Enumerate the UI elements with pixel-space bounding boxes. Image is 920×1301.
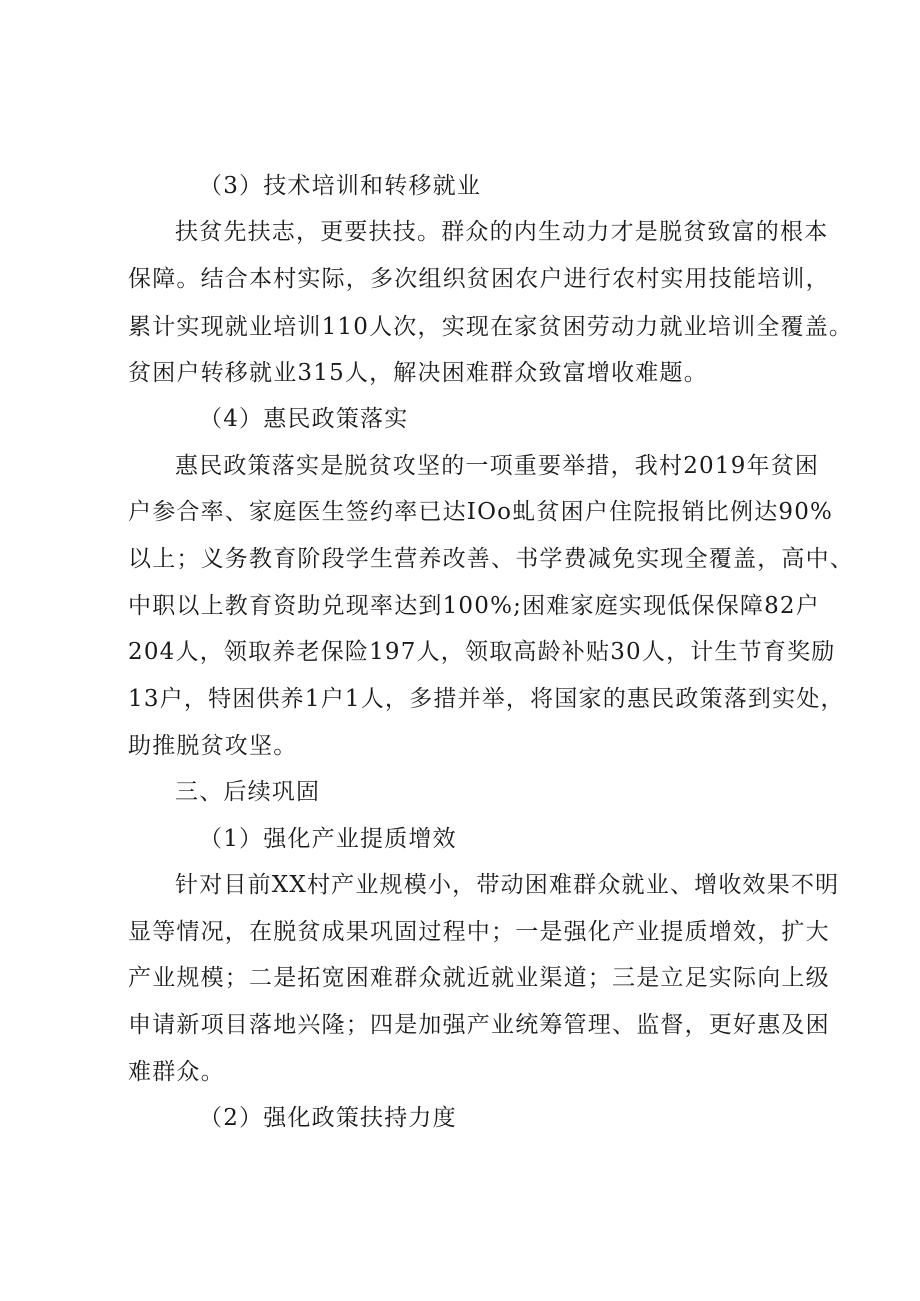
paragraph-line: 助推脱贫攻坚。 <box>128 733 298 759</box>
paragraph-line: 以上；义务教育阶段学生营养改善、书学费减免实现全覆盖，高中、 <box>128 546 854 572</box>
paragraph-line: 难群众。 <box>128 1059 225 1085</box>
paragraph-line: 累计实现就业培训110人次，实现在家贫困劳动力就业培训全覆盖。 <box>128 314 854 340</box>
subheading-industry-quality: （1）强化产业提质增效 <box>199 826 457 852</box>
paragraph-line: 204人，领取养老保险197人，领取高龄补贴30人，计生节育奖励 <box>128 639 836 665</box>
subheading-technical-training: （3）技术培训和转移就业 <box>199 173 482 199</box>
paragraph-line: 产业规模；二是拓宽困难群众就近就业渠道；三是立足实际向上级 <box>128 965 830 991</box>
paragraph-line: 针对目前XX村产业规模小，带动困难群众就业、增收效果不明 <box>175 872 840 898</box>
paragraph-line: 申请新项目落地兴隆；四是加强产业统筹管理、监督，更好惠及困 <box>128 1012 830 1038</box>
paragraph-line: 保障。结合本村实际，多次组织贫困农户进行农村实用技能培训， <box>128 266 830 292</box>
paragraph-line: 扶贫先扶志，更要扶技。群众的内生动力才是脱贫致富的根本 <box>175 219 829 245</box>
paragraph-line: 显等情况，在脱贫成果巩固过程中；一是强化产业提质增效，扩大 <box>128 919 830 945</box>
subheading-policy-implementation: （4）惠民政策落实 <box>199 406 409 432</box>
paragraph-line: 户参合率、家庭医生签约率已达IOo虬贫困户住院报销比例达90% <box>128 499 834 525</box>
subheading-policy-support: （2）强化政策扶持力度 <box>199 1105 457 1131</box>
paragraph-line: 中职以上教育资助兑现率达到100%;困难家庭实现低保保障82户 <box>128 593 820 619</box>
paragraph-line: 贫困户转移就业315人，解决困难群众致富增收难题。 <box>128 360 708 386</box>
paragraph-line: 惠民政策落实是脱贫攻坚的一项重要举措，我村2019年贫困 <box>175 453 820 479</box>
paragraph-line: 13户，特困供养1户1人，多措并举，将国家的惠民政策落到实处， <box>128 686 845 712</box>
section-heading-follow-up: 三、后续巩固 <box>175 779 321 805</box>
